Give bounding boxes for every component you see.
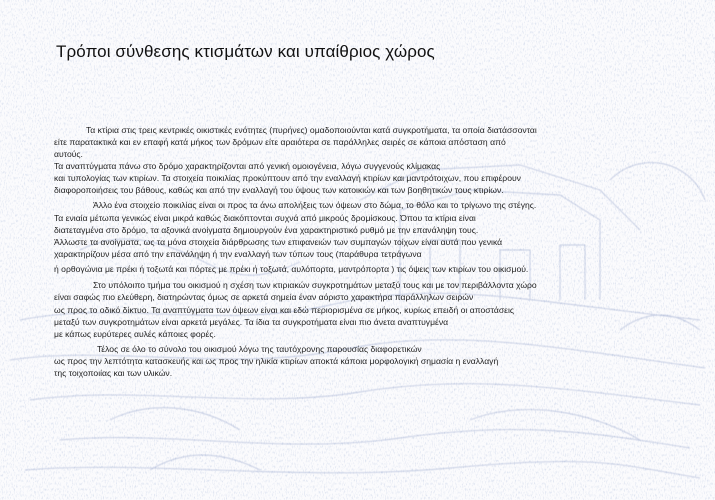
text-line: είναι σαφώς πιο ελεύθερη, διατηρώντας όμως σε αρκετά σημεία έναν αόριστο χαρακτήρα παράλληλων σειρών (54, 292, 474, 302)
text-line: ως προς το οδικό δίκτυο. Τα αναπτύγματα των όψεων είναι και εδώ περιορισμένα σε μήκος, κυρίως επειδή οι αποστάσεις (54, 305, 515, 315)
text-line: Άλλωστε τα ανοίγματα, ως τα μόνα στοιχεία διάρθρωσης των επιφανειών των συμπαγών τοίχων είναι αυτά που γενικά (54, 237, 503, 247)
text-line: διατεταγμένα στο δρόμο, τα αξονικά ανοίγματα δημιουργούν ένα χαρακτηριστικό ρυθμό με την επανάληψη τους. (54, 225, 479, 235)
text-line: αυτούς. (54, 149, 83, 159)
text-line: Άλλο ένα στοιχείο ποικιλίας είναι οι προς τα άνω απολήξεις των όψεων στο δώμα, το θόλο και το τρίγωνο της στέγης. (93, 200, 537, 210)
text-line: Τα αναπτύγματα πάνω στο δρόμο χαρακτηρίζονται από γενική ομοιογένεια, λόγω συγγενούς κλίμακας (54, 161, 441, 171)
text-line: μεταξύ των συγκροτημάτων είναι αρκετά μεγάλες. Τα ίδια τα συγκροτήματα είναι πιο άνετα αναπτυγμένα (54, 317, 449, 327)
text-line: Τα ενιαία μέτωπα γενικώς είναι μικρά καθώς διακόπτονται συχνά από μικρούς δρομίσκους. Όπου τα κτίρια είναι (54, 213, 476, 223)
text-line: Τέλος σε όλο το σύνολο του οικισμού λόγω της ταυτόχρονης παρουσίας διαφορετικών (97, 344, 422, 354)
text-line: και τυπολογίας των κτιρίων. Τα στοιχεία ποικιλίας προκύπτουν από την εναλλαγή κτιρίων και μαντρότοιχων, που επιφέρουν (54, 173, 521, 183)
page-title: Τρόποι σύνθεσης κτισμάτων και υπαίθριος χώρος (56, 42, 435, 61)
text-line: Τα κτίρια στις τρεις κεντρικές οικιστικές ενότητες (πυρήνες) ομαδοποιούνται κατά συγκροτήματα, τα οποία διατάσσονται (86, 125, 537, 135)
text-line: Στο υπόλοιπο τμήμα του οικισμού η σχέση των κτιριακών συγκροτημάτων μεταξύ τους και με τον περιβάλλοντα χώρο (93, 280, 537, 290)
text-line: χαρακτηρίζουν μέσα από την επανάληψη ή την εναλλαγή των τύπων τους (παράθυρα τετράγωνα (54, 249, 422, 259)
text-line: διαφοροποιήσεις του βάθους, καθώς και από την εναλλαγή του ύψους των κατοικιών και των βοηθητικών τους κτιρίων. (54, 185, 504, 195)
text-line: είτε παρατακτικά και εν επαφή κατά μήκος των δρόμων είτε αραιότερα σε παράλληλες σειρές σε κάποια απόσταση από (54, 137, 506, 147)
text-line: της τοιχοποιίας και των υλικών. (54, 368, 173, 378)
text-line: ή ορθογώνια με πρέκι ή τοξωτά και πόρτες με πρέκι ή τοξωτά, αυλόπορτα, μαντρόπορτα ) τις όψεις των κτιρίων του οικισμού. (54, 264, 529, 274)
text-line: ως προς την λεπτότητα κατασκευής και ως προς την ηλικία κτιρίων αποκτά κάποια μορφολογική σημασία η εναλλαγή (54, 356, 499, 366)
text-line: με κάπως ευρύτερες αυλές κάποιες φορές. (54, 329, 216, 339)
